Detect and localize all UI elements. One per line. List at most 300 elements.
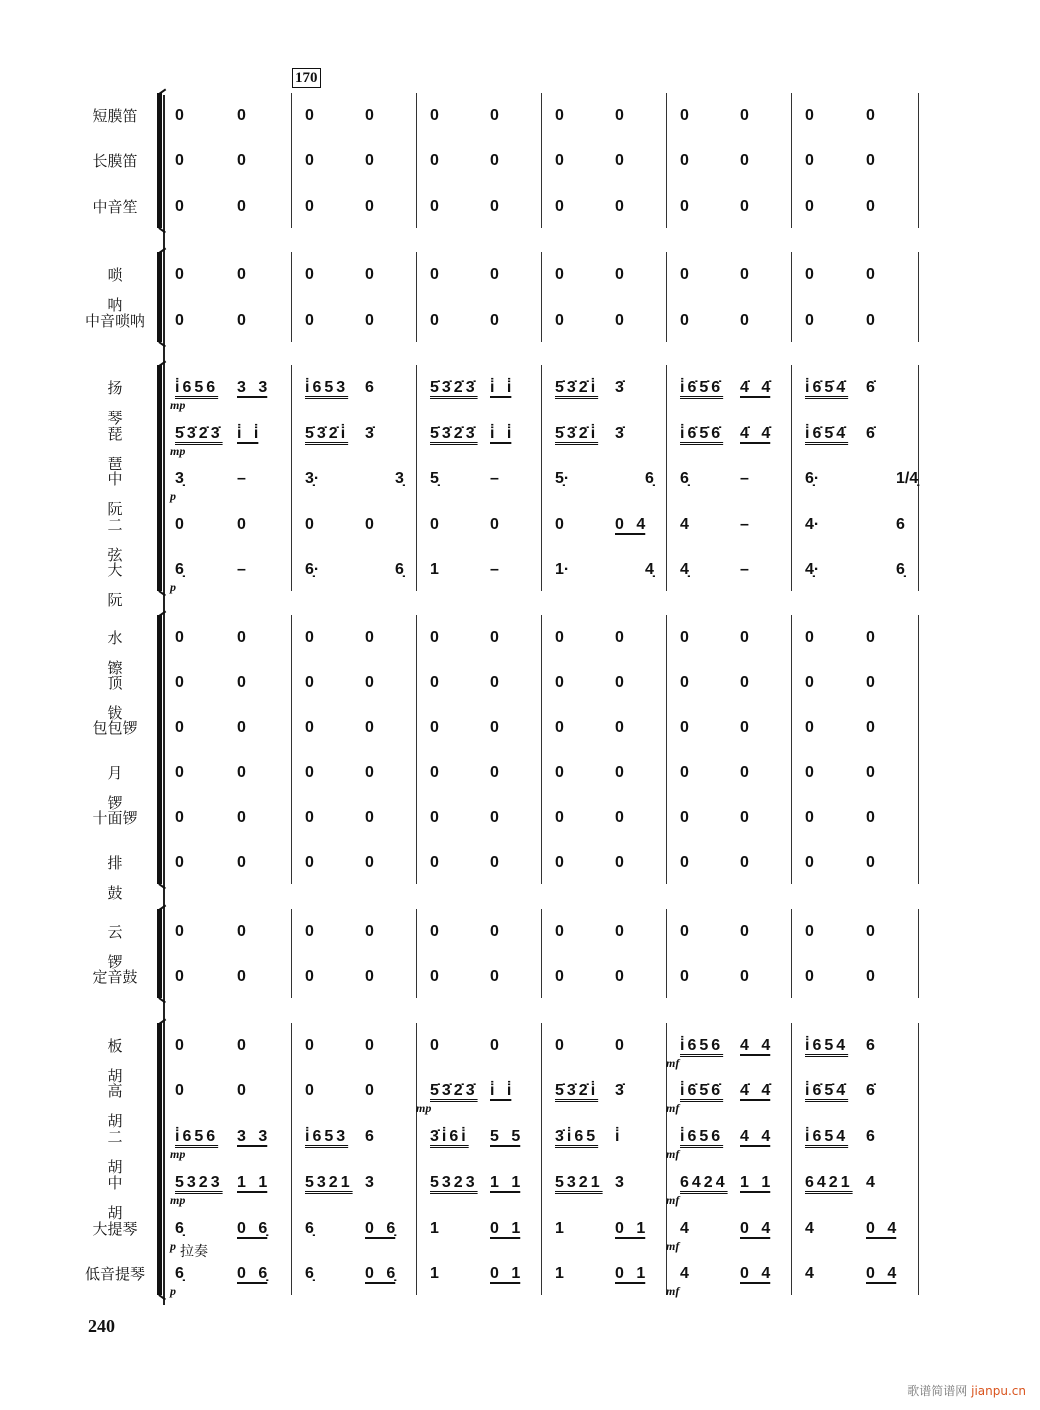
note-group: 0 xyxy=(805,107,814,124)
note-group: i̇ xyxy=(615,1128,620,1145)
note-group: 5̣ xyxy=(430,470,439,487)
watermark-url: jianpu.cn xyxy=(971,1384,1026,1398)
instrument-row xyxy=(0,1259,1040,1298)
dynamic-marking: mp xyxy=(170,398,186,412)
note-group: 0 xyxy=(175,107,184,124)
note-group: 1 xyxy=(430,1265,439,1282)
note-group: 0 xyxy=(365,107,374,124)
note-group: 0 xyxy=(365,968,374,985)
note-group: 6 xyxy=(896,516,905,533)
note-group: 0 xyxy=(490,923,499,940)
note-group: 0 xyxy=(740,809,749,826)
note-group: 0 xyxy=(615,719,624,736)
note-group: 5̇3̇2̇i̇ xyxy=(555,1082,599,1099)
note-group: 3 3 xyxy=(237,1128,268,1145)
note-group: 0 xyxy=(680,854,689,871)
note-group: i̇6̇5̇6̇ xyxy=(680,1082,724,1099)
barline xyxy=(666,615,667,884)
note-group: 5̇3̇2̇i̇ xyxy=(305,425,349,442)
note-group: 5323 xyxy=(175,1174,223,1191)
note-group: 1· xyxy=(555,561,570,578)
instrument-label: 十面锣 xyxy=(92,809,138,827)
note-group: 0 xyxy=(555,719,564,736)
note-group: 0 xyxy=(365,198,374,215)
note-group: 0 xyxy=(175,809,184,826)
note-group: 0 xyxy=(740,923,749,940)
note-group: 0 xyxy=(555,107,564,124)
barline xyxy=(416,615,417,884)
note-group: 1 1 xyxy=(490,1174,521,1191)
note-group: 6̣· xyxy=(305,561,320,578)
instrument-label: 大提琴 xyxy=(92,1220,138,1238)
note-group: 0 xyxy=(430,719,439,736)
instrument-row xyxy=(0,260,1040,314)
note-group: 0 xyxy=(237,764,246,781)
note-group: 4̇ 4̇ xyxy=(740,1082,771,1099)
note-group: i̇656 xyxy=(175,379,219,396)
note-group: 5̇3̇2̇i̇ xyxy=(555,425,599,442)
note-group: 0 xyxy=(615,198,624,215)
note-group: – xyxy=(740,561,749,578)
note-group: 0 xyxy=(615,968,624,985)
note-group: 0 xyxy=(866,854,875,871)
note-group: 0 xyxy=(555,968,564,985)
note-group: 0 6̣ xyxy=(365,1265,396,1282)
note-group: 0 xyxy=(237,516,246,533)
note-group: 5̇3̇2̇3̇ xyxy=(430,1082,478,1099)
note-group: 6 xyxy=(866,1037,875,1054)
note-group: 0 xyxy=(365,1037,374,1054)
note-group: 5321 xyxy=(555,1174,603,1191)
rehearsal-mark: 170 xyxy=(292,68,321,88)
instrument-row xyxy=(0,917,1040,971)
note-group: 6̣ xyxy=(305,1265,314,1282)
note-group: 0 xyxy=(305,854,314,871)
note-group: 6̣ xyxy=(645,470,654,487)
barline xyxy=(918,615,919,884)
note-group: 0 xyxy=(237,198,246,215)
note-group: 0 xyxy=(365,764,374,781)
note-group: 0 xyxy=(805,266,814,283)
note-group: 0 xyxy=(490,854,499,871)
note-group: 0 xyxy=(805,854,814,871)
note-group: 5323 xyxy=(430,1174,478,1191)
note-group: i̇654 xyxy=(805,1128,849,1145)
dynamic-marking: p xyxy=(170,580,176,594)
note-group: 0 xyxy=(237,1082,246,1099)
note-group: 0 xyxy=(305,312,314,329)
dynamic-marking: mf xyxy=(666,1056,680,1070)
note-group: 0 1 xyxy=(490,1220,521,1237)
dynamic-marking: p xyxy=(170,489,176,503)
note-group: 5̇3̇2̇3̇ xyxy=(430,379,478,396)
instrument-label: 琵 琶 xyxy=(107,425,137,473)
note-group: 1 1 xyxy=(237,1174,268,1191)
note-group: 3̇ xyxy=(615,425,624,442)
note-group: i̇653 xyxy=(305,379,349,396)
note-group: 0 xyxy=(680,107,689,124)
bracket-percussion xyxy=(157,615,162,884)
note-group: 0 xyxy=(430,516,439,533)
note-group: 5̇3̇2̇i̇ xyxy=(555,379,599,396)
bracket-bowed-strings xyxy=(157,1023,162,1295)
note-group: 0 xyxy=(615,312,624,329)
instrument-label: 顶 钹 xyxy=(107,674,137,722)
note-group: 0 xyxy=(680,674,689,691)
note-group: 6̣ xyxy=(175,1265,184,1282)
note-group: 0 xyxy=(490,968,499,985)
note-group: 6̣ xyxy=(896,561,905,578)
note-group: 4̣ xyxy=(645,561,654,578)
note-group: 6̣ xyxy=(305,1220,314,1237)
note-group: 6̇ xyxy=(866,1082,875,1099)
watermark-text: 歌谱简谱网 xyxy=(907,1384,968,1398)
note-group: 6 xyxy=(866,1128,875,1145)
note-group: 4 4 xyxy=(740,1128,771,1145)
note-group: 0 xyxy=(805,629,814,646)
instrument-row xyxy=(0,1168,1040,1222)
note-group: 4̣· xyxy=(805,561,820,578)
note-group: 0 4 xyxy=(740,1220,771,1237)
note-group: 5̣· xyxy=(555,470,570,487)
instrument-label: 中 胡 xyxy=(107,1174,137,1222)
note-group: 0 xyxy=(430,266,439,283)
note-group: 0 xyxy=(866,629,875,646)
note-group: 0 xyxy=(555,1037,564,1054)
note-group: 1 xyxy=(430,1220,439,1237)
note-group: 6̣ xyxy=(175,1220,184,1237)
note-group: i̇6̇5̇4̇ xyxy=(805,1082,849,1099)
note-group: 0 xyxy=(555,516,564,533)
note-group: i̇6̇5̇6̇ xyxy=(680,425,724,442)
dynamic-marking: mp xyxy=(170,1147,186,1161)
note-group: 0 xyxy=(175,674,184,691)
note-group: 0 xyxy=(805,198,814,215)
note-group: 4 xyxy=(680,1265,689,1282)
instrument-label: 排 鼓 xyxy=(107,854,137,902)
note-group: 0 xyxy=(365,629,374,646)
instrument-row xyxy=(0,1031,1040,1085)
note-group: 0 xyxy=(555,674,564,691)
instrument-row xyxy=(0,758,1040,812)
note-group: 0 xyxy=(175,312,184,329)
note-group: 0 6̣ xyxy=(237,1220,268,1237)
note-group: 0 xyxy=(805,968,814,985)
note-group: 0 xyxy=(490,1037,499,1054)
dynamic-marking: mp xyxy=(170,444,186,458)
dynamic-marking: mf xyxy=(666,1239,680,1253)
note-group: 0 xyxy=(740,107,749,124)
note-group: 0 xyxy=(555,854,564,871)
note-group: 6̣ xyxy=(395,561,404,578)
note-group: 0 xyxy=(305,152,314,169)
note-group: 0 xyxy=(305,719,314,736)
note-group: 0 xyxy=(615,809,624,826)
note-group: 0 xyxy=(305,674,314,691)
note-group: 0 xyxy=(365,923,374,940)
note-group: 6̣· xyxy=(805,470,820,487)
note-group: 4· xyxy=(805,516,820,533)
note-group: – xyxy=(740,516,749,533)
note-group: 4 xyxy=(680,516,689,533)
note-group: 0 xyxy=(805,152,814,169)
note-group: 0 xyxy=(805,312,814,329)
note-group: 0 xyxy=(490,516,499,533)
note-group: 1 xyxy=(555,1220,564,1237)
note-group: 0 xyxy=(305,809,314,826)
note-group: 0 xyxy=(430,152,439,169)
dynamic-marking: p xyxy=(170,1284,176,1298)
note-group: – xyxy=(490,561,499,578)
note-group: 0 xyxy=(555,629,564,646)
note-group: 0 xyxy=(305,516,314,533)
note-group: 0 xyxy=(680,923,689,940)
note-group: 0 xyxy=(175,1037,184,1054)
note-group: 0 xyxy=(430,854,439,871)
note-group: 0 xyxy=(490,719,499,736)
instrument-label: 大 阮 xyxy=(107,561,137,609)
instrument-label: 二 弦 xyxy=(107,516,137,564)
note-group: 0 xyxy=(365,516,374,533)
instrument-label: 水 镲 xyxy=(107,629,137,677)
note-group: 0 xyxy=(237,107,246,124)
note-group: 0 xyxy=(615,674,624,691)
note-group: 0 xyxy=(430,674,439,691)
note-group: 4 xyxy=(805,1265,814,1282)
note-group: 0 xyxy=(740,152,749,169)
note-group: 0 xyxy=(680,764,689,781)
note-group: 0 xyxy=(740,968,749,985)
note-group: 0 xyxy=(430,312,439,329)
note-group: 6 xyxy=(365,379,374,396)
note-group: 0 xyxy=(866,674,875,691)
note-group: 6421 xyxy=(805,1174,853,1191)
note-group: 0 xyxy=(615,764,624,781)
note-group: 0 xyxy=(237,312,246,329)
note-group: 0 xyxy=(430,923,439,940)
note-group: 0 xyxy=(430,629,439,646)
note-group: 3̣· xyxy=(305,470,320,487)
note-group: 0 xyxy=(555,198,564,215)
instrument-label: 中音笙 xyxy=(92,198,138,216)
note-group: 0 xyxy=(740,764,749,781)
note-group: 0 xyxy=(365,809,374,826)
note-group: 0 xyxy=(805,764,814,781)
instrument-label: 定音鼓 xyxy=(92,968,138,986)
instrument-row xyxy=(0,555,1040,609)
note-group: i̇6̇5̇6̇ xyxy=(680,379,724,396)
note-group: 0 xyxy=(175,968,184,985)
note-group: 0 xyxy=(430,107,439,124)
note-group: 0 xyxy=(866,719,875,736)
note-group: 0 xyxy=(615,266,624,283)
note-group: 3̣ xyxy=(395,470,404,487)
note-group: i̇ i̇ xyxy=(490,425,512,442)
note-group: 5 5 xyxy=(490,1128,521,1145)
note-group: 0 xyxy=(680,198,689,215)
note-group: 4 xyxy=(866,1174,875,1191)
note-group: 0 xyxy=(305,629,314,646)
note-group: 0 xyxy=(175,516,184,533)
note-group: 0 xyxy=(555,809,564,826)
barline xyxy=(918,1023,919,1295)
instrument-label: 低音提琴 xyxy=(84,1265,145,1283)
note-group: – xyxy=(490,470,499,487)
note-group: 3 3 xyxy=(237,379,268,396)
note-group: i̇656 xyxy=(175,1128,219,1145)
note-group: 0 xyxy=(866,107,875,124)
note-group: 0 xyxy=(866,266,875,283)
note-group: 0 xyxy=(175,266,184,283)
note-group: 4̇ 4̇ xyxy=(740,425,771,442)
note-group: 0 6̣ xyxy=(365,1220,396,1237)
note-group: 5̇3̇2̇3̇ xyxy=(430,425,478,442)
note-group: 0 xyxy=(365,719,374,736)
instrument-label: 扬 琴 xyxy=(107,379,137,427)
note-group: 0 1 xyxy=(615,1265,646,1282)
instrument-row xyxy=(0,668,1040,722)
instrument-row xyxy=(0,373,1040,427)
note-group: 0 xyxy=(237,923,246,940)
note-group: 0 xyxy=(490,152,499,169)
note-group: 4 xyxy=(680,1220,689,1237)
note-group: 0 xyxy=(237,629,246,646)
note-group: 0 xyxy=(740,854,749,871)
note-group: 6 xyxy=(365,1128,374,1145)
note-group: 0 xyxy=(740,266,749,283)
note-group: 0 xyxy=(365,854,374,871)
note-group: 0 xyxy=(365,1082,374,1099)
note-group: 1 xyxy=(430,561,439,578)
instrument-row xyxy=(0,464,1040,518)
instrument-row xyxy=(0,510,1040,564)
note-group: 0 xyxy=(365,152,374,169)
note-group: 0 xyxy=(430,1037,439,1054)
note-group: 1 1 xyxy=(740,1174,771,1191)
note-group: 0 xyxy=(237,1037,246,1054)
dynamic-marking: mf xyxy=(666,1284,680,1298)
note-group: 0 xyxy=(680,312,689,329)
dynamic-marking: mp xyxy=(170,1193,186,1207)
note-group: 0 4 xyxy=(740,1265,771,1282)
note-group: 0 xyxy=(365,674,374,691)
dynamic-marking: mf xyxy=(666,1101,680,1115)
note-group: i̇654 xyxy=(805,1037,849,1054)
note-group: 0 xyxy=(615,152,624,169)
note-group: – xyxy=(237,470,246,487)
instrument-label: 二 胡 xyxy=(107,1128,137,1176)
note-group: 0 xyxy=(866,312,875,329)
instrument-label: 高 胡 xyxy=(107,1082,137,1130)
note-group: 0 xyxy=(490,674,499,691)
instrument-row xyxy=(0,803,1040,833)
dynamic-marking: mp xyxy=(416,1101,432,1115)
note-group: 0 xyxy=(305,923,314,940)
note-group: 6̣ xyxy=(680,470,689,487)
note-group: 0 xyxy=(490,764,499,781)
instrument-row xyxy=(0,192,1040,222)
note-group: 0 xyxy=(490,809,499,826)
instrument-label: 板 胡 xyxy=(107,1037,137,1085)
note-group: 0 xyxy=(305,266,314,283)
instrument-row xyxy=(0,848,1040,902)
note-group: 0 xyxy=(866,923,875,940)
instrument-label: 云 锣 xyxy=(107,923,137,971)
note-group: 0 xyxy=(430,809,439,826)
note-group: 0 xyxy=(305,968,314,985)
note-group: 0 1 xyxy=(615,1220,646,1237)
note-group: 3 xyxy=(365,1174,374,1191)
note-group: 0 xyxy=(680,809,689,826)
note-group: 0 xyxy=(365,312,374,329)
note-group: 0 xyxy=(866,152,875,169)
barline xyxy=(416,1023,417,1295)
instrument-row xyxy=(0,1076,1040,1130)
note-group: 4 xyxy=(805,1220,814,1237)
note-group: 4̣ xyxy=(680,561,689,578)
note-group: 0 xyxy=(305,107,314,124)
note-group: 6̣ xyxy=(175,561,184,578)
note-group: 0 xyxy=(740,674,749,691)
instrument-row xyxy=(0,146,1040,176)
instrument-label: 中音唢呐 xyxy=(84,312,145,330)
note-group: 0 xyxy=(615,923,624,940)
note-group: 0 xyxy=(305,1037,314,1054)
note-group: 0 xyxy=(740,312,749,329)
instrument-row xyxy=(0,306,1040,336)
note-group: 0 xyxy=(805,719,814,736)
note-group: 0 xyxy=(615,629,624,646)
instrument-label: 包包锣 xyxy=(92,719,138,737)
note-group: 0 xyxy=(175,152,184,169)
instrument-label: 中 阮 xyxy=(107,470,137,518)
note-group: 3̇i̇65 xyxy=(555,1128,599,1145)
instrument-row xyxy=(0,419,1040,473)
watermark xyxy=(907,1382,1026,1399)
note-group: i̇ i̇ xyxy=(490,1082,512,1099)
note-group: 0 xyxy=(430,764,439,781)
barline xyxy=(291,615,292,884)
note-group: i̇6̇5̇4̇ xyxy=(805,425,849,442)
note-group: 0 xyxy=(680,968,689,985)
instrument-row xyxy=(0,623,1040,677)
dynamic-marking: mf xyxy=(666,1193,680,1207)
note-group: 0 xyxy=(555,923,564,940)
note-group: 0 xyxy=(866,764,875,781)
note-group: 3̇ xyxy=(365,425,374,442)
note-group: 0 xyxy=(305,1082,314,1099)
note-group: 0 xyxy=(237,674,246,691)
note-group: 0 xyxy=(305,764,314,781)
technique-marking: 拉奏 xyxy=(180,1244,208,1260)
note-group: 0 xyxy=(615,1037,624,1054)
note-group: i̇6̇5̇4̇ xyxy=(805,379,849,396)
note-group: 0 xyxy=(237,152,246,169)
barline xyxy=(541,1023,542,1295)
note-group: 0 xyxy=(175,1082,184,1099)
instrument-row xyxy=(0,1122,1040,1176)
note-group: i̇656 xyxy=(680,1037,724,1054)
note-group: 0 xyxy=(237,719,246,736)
note-group: 0 xyxy=(175,854,184,871)
note-group: 3̣ xyxy=(175,470,184,487)
note-group: 0 xyxy=(555,312,564,329)
note-group: 0 xyxy=(305,198,314,215)
note-group: i̇656 xyxy=(680,1128,724,1145)
note-group: 0 xyxy=(740,719,749,736)
note-group: 0 xyxy=(805,674,814,691)
note-group: 4 4 xyxy=(740,1037,771,1054)
